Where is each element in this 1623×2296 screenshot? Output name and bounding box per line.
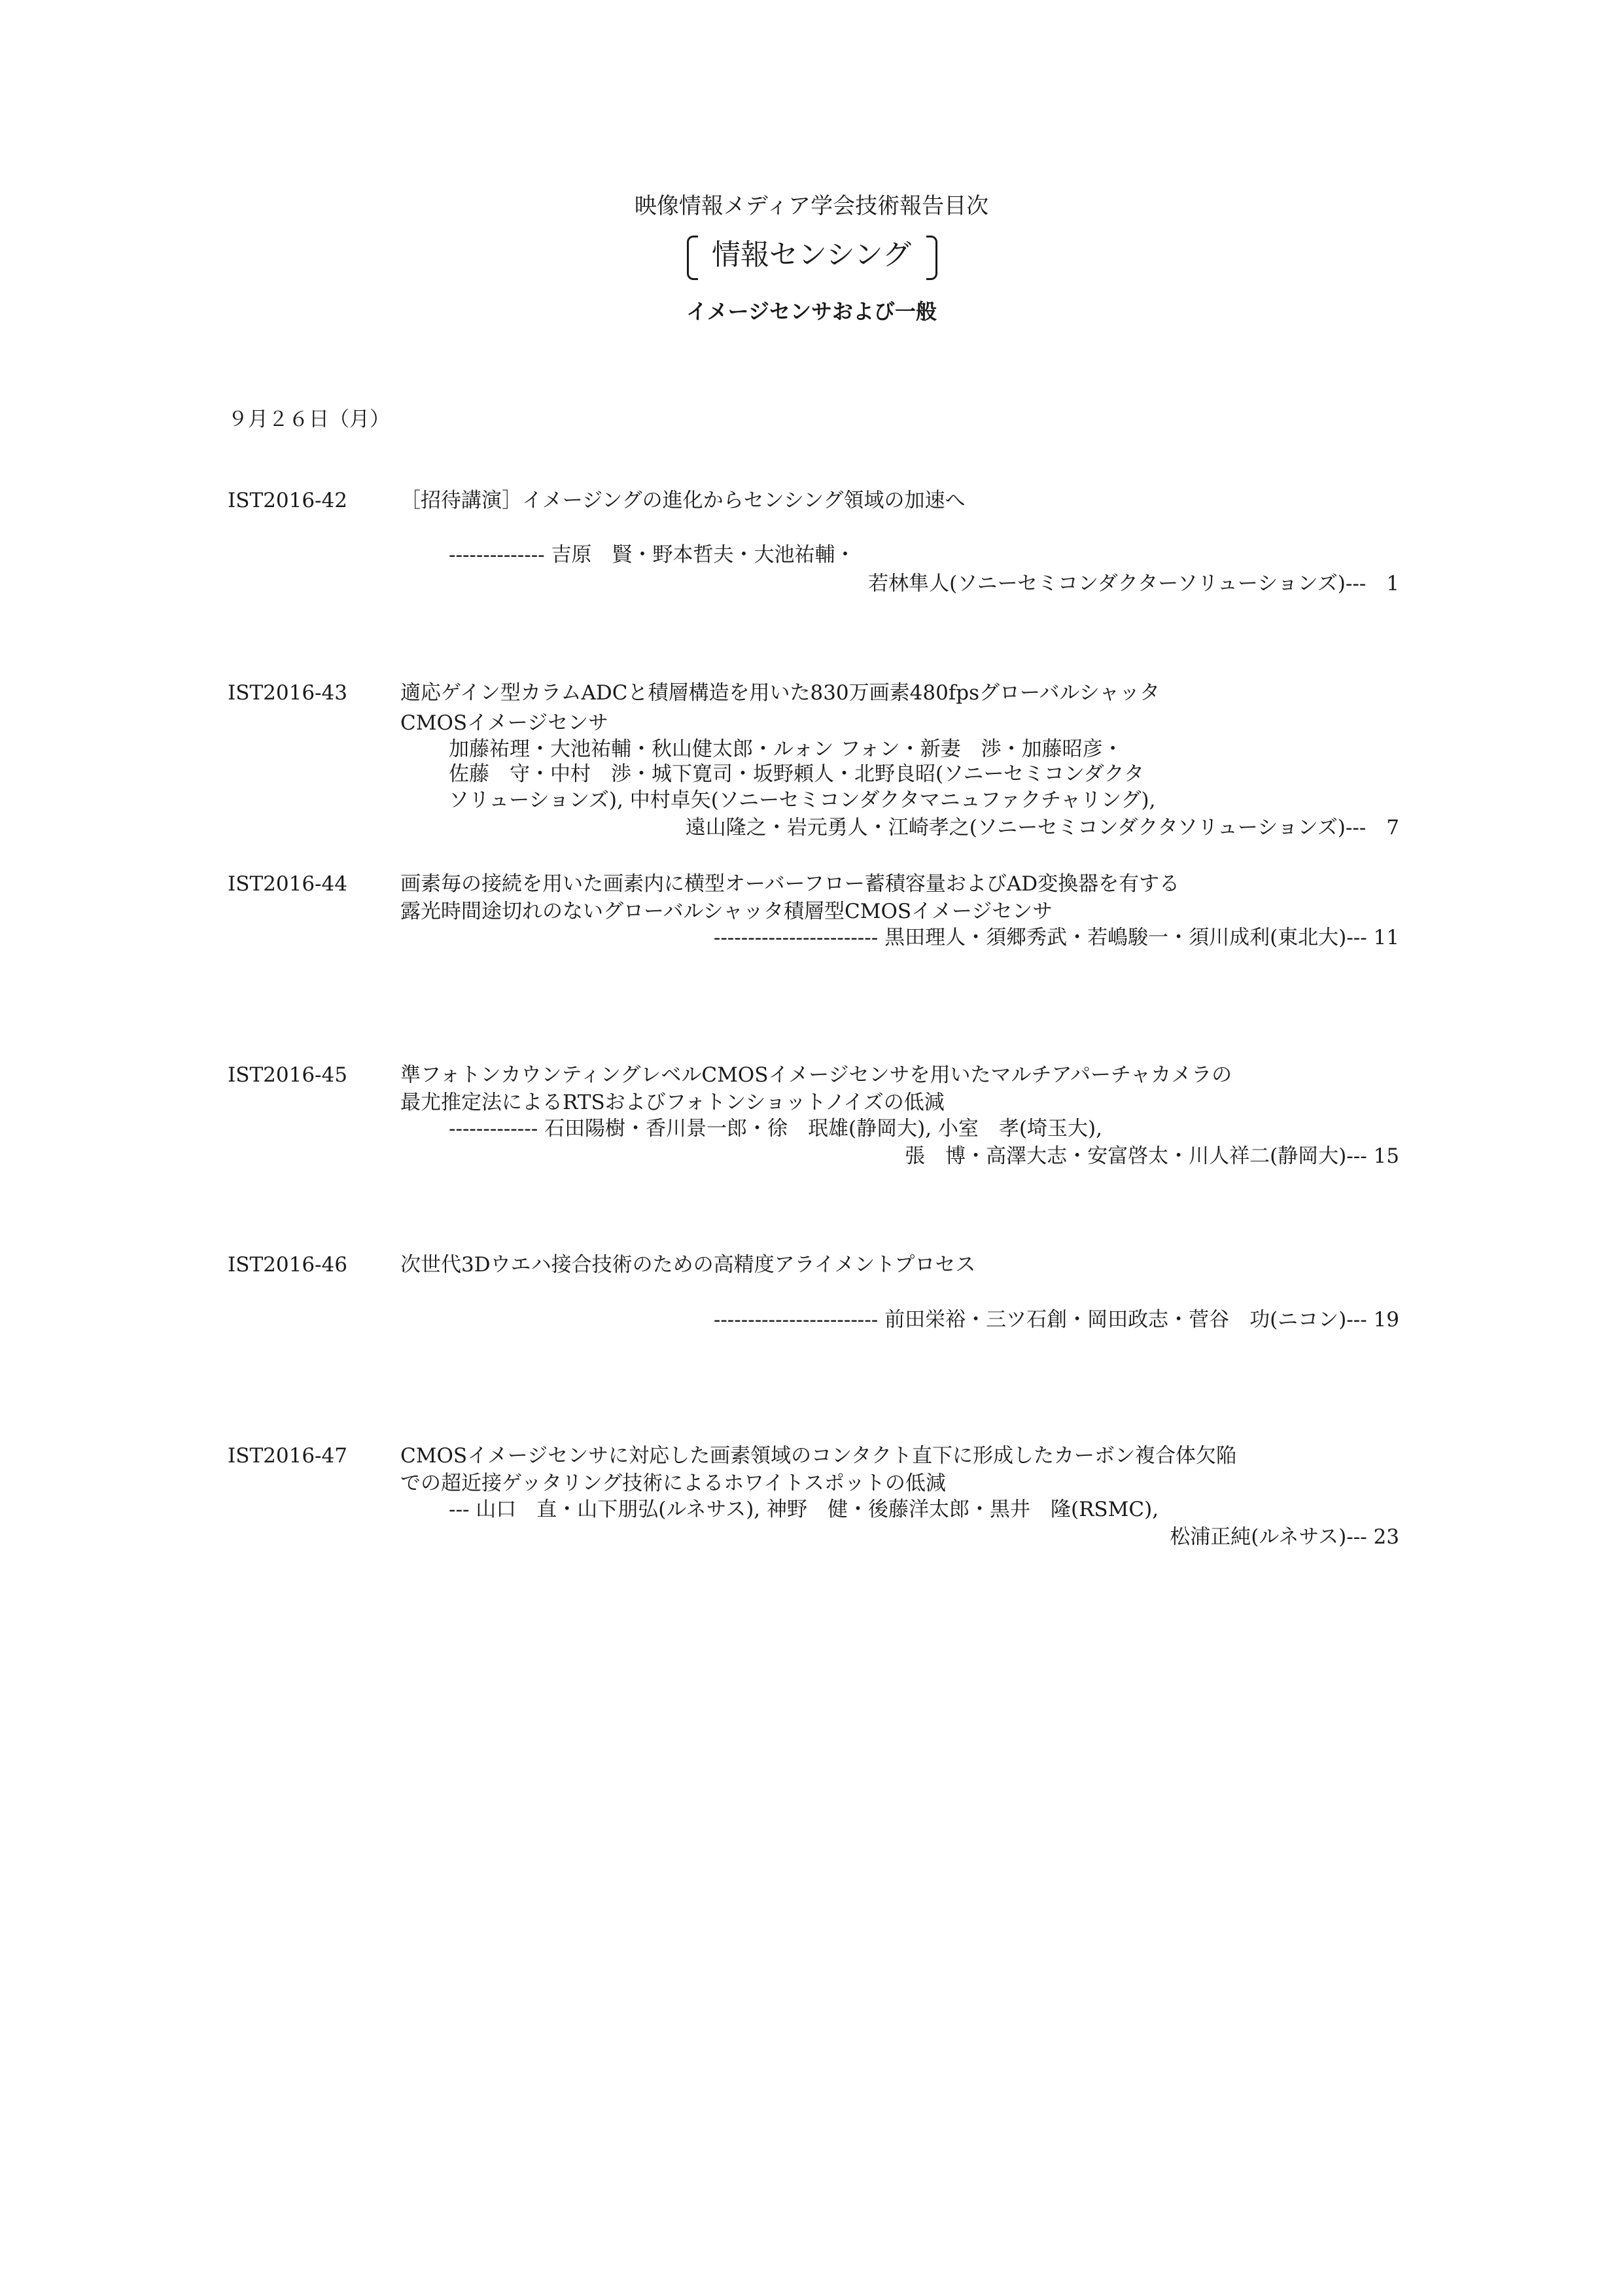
entry-authors-line: ------------- 石田陽樹・香川景一郎・徐 珉雄(静岡大), 小室 孝(埼玉大),	[449, 1117, 1102, 1140]
entry-authors-line: 遠山隆之・岩元勇人・江崎孝之(ソニーセミコンダクタソリューションズ)--- 7	[685, 816, 1399, 839]
category-title: 情報センシング	[712, 238, 911, 272]
entry-authors-line: ------------------------ 前田栄裕・三ツ石創・岡田政志・菅谷 功(ニコン)--- 19	[713, 1308, 1399, 1332]
entry-title-line: 画素毎の接続を用いた画素内に横型オーバーフロー蓄積容量およびAD変換器を有する	[400, 872, 1180, 896]
entry-title-line: 準フォトンカウンティングレベルCMOSイメージセンサを用いたマルチアパーチャカメラの	[400, 1063, 1232, 1087]
entry-title-line: での超近接ゲッタリング技術によるホワイトスポットの低減	[400, 1472, 946, 1495]
entry-authors-line: 松浦正純(ルネサス)--- 23	[1170, 1525, 1399, 1549]
report-title: 映像情報メディア学会技術報告目次	[634, 193, 989, 219]
entry-id: IST2016-43	[228, 681, 347, 705]
entry-authors-line: -------------- 吉原 賢・野本哲夫・大池祐輔・	[449, 543, 856, 567]
entry-id: IST2016-45	[228, 1063, 347, 1087]
entry-authors-line: 加藤祐理・大池祐輔・秋山健太郎・ルォン フォン・新妻 渉・加藤昭彦・	[449, 737, 1123, 761]
entry-authors-line: ソリューションズ), 中村卓矢(ソニーセミコンダクタマニュファクチャリング),	[449, 788, 1156, 812]
entry-id: IST2016-44	[228, 872, 347, 896]
entry-title-line: ［招待講演］イメージングの進化からセンシング領域の加速へ	[400, 489, 966, 512]
entry-title-line: 次世代3Dウエハ接合技術のための高精度アライメントプロセス	[400, 1253, 976, 1277]
entry-id: IST2016-47	[228, 1444, 347, 1468]
entry-title-line: 適応ゲイン型カラムADCと積層構造を用いた830万画素480fpsグローバルシャッタ	[400, 681, 1161, 705]
session-date: ９月２６日（月）	[228, 408, 390, 431]
entry-id: IST2016-46	[228, 1253, 347, 1277]
entry-authors-line: 張 博・高澤大志・安富啓太・川人祥二(静岡大)--- 15	[905, 1144, 1399, 1168]
entry-title-line: CMOSイメージセンサ	[400, 711, 609, 735]
subtitle: イメージセンサおよび一般	[686, 299, 937, 324]
entry-authors-line: 佐藤 守・中村 渉・城下寛司・坂野頼人・北野良昭(ソニーセミコンダクタ	[449, 762, 1144, 786]
entry-title-line: 最尤推定法によるRTSおよびフォトンショットノイズの低減	[400, 1091, 945, 1114]
entry-title-line: CMOSイメージセンサに対応した画素領域のコンタクト直下に形成したカーボン複合体欠陥	[400, 1444, 1236, 1468]
entry-authors-line: 若林隼人(ソニーセミコンダクターソリューションズ)--- 1	[868, 572, 1399, 595]
entry-authors-line: ------------------------ 黒田理人・須郷秀武・若嶋駿一・須川成利(東北大)--- 11	[713, 926, 1399, 949]
entry-id: IST2016-42	[228, 489, 347, 512]
entry-title-line: 露光時間途切れのないグローバルシャッタ積層型CMOSイメージセンサ	[400, 900, 1053, 923]
right-bracket	[926, 236, 937, 280]
entry-authors-line: --- 山口 直・山下朋弘(ルネサス), 神野 健・後藤洋太郎・黒井 隆(RSMC),	[449, 1498, 1159, 1521]
